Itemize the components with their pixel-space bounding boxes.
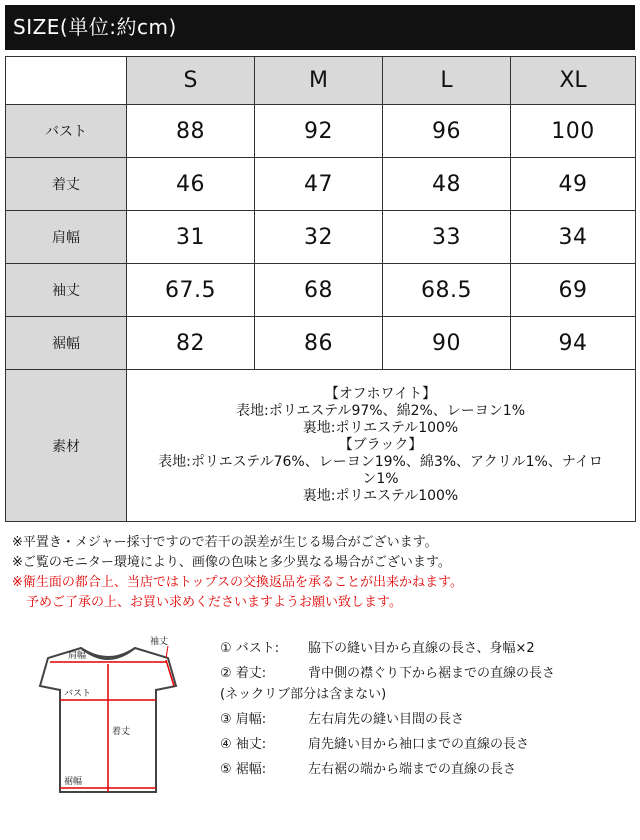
definition-label: ② 着丈:: [220, 666, 267, 681]
definition-bust: [220, 640, 630, 657]
table-cell: 67.5: [127, 264, 255, 317]
definition-label: ④ 袖丈:: [220, 737, 267, 752]
material-line: 表地:ポリエステル97%、綿2%、レーヨン1%: [236, 403, 525, 419]
notes: [12, 533, 632, 613]
table-cell: 86: [255, 317, 383, 370]
table-cell: 94: [511, 317, 636, 370]
material-cell: [127, 370, 636, 522]
size-header-l: L: [383, 57, 511, 105]
row-label: 袖丈: [6, 264, 127, 317]
material-label: 素材: [6, 370, 127, 522]
label-shoulder: 肩幅: [68, 651, 87, 661]
label-bust: バスト: [64, 689, 92, 699]
size-table: [5, 56, 636, 522]
definition-text: 背中側の襟ぐり下から裾までの直線の長さ: [308, 666, 556, 681]
table-row-shoulder: [6, 211, 636, 264]
table-cell: 100: [511, 105, 636, 158]
definition-text: 左右肩先の縫い目間の長さ: [308, 712, 465, 727]
label-sleeve: 袖丈: [150, 637, 169, 647]
material-line: ン1%: [362, 471, 399, 487]
table-cell: 90: [383, 317, 511, 370]
row-label: バスト: [6, 105, 127, 158]
table-cell: 46: [127, 158, 255, 211]
table-cell: 47: [255, 158, 383, 211]
definition-shoulder: [220, 711, 630, 728]
row-label: 裾幅: [6, 317, 127, 370]
definition-text: (ネックリブ部分は含まない): [220, 687, 387, 702]
definition-text: 肩先縫い目から袖口までの直線の長さ: [308, 737, 530, 752]
note-apology: 予めご了承の上、お買い求めくださいますようお願い致します。: [26, 595, 402, 610]
table-cell: 92: [255, 105, 383, 158]
definition-label: ③ 肩幅:: [220, 712, 267, 727]
table-cell: 68.5: [383, 264, 511, 317]
note-measurement: ※平置き・メジャー採寸ですので若干の誤差が生じる場合がございます。: [12, 535, 438, 550]
sleeve-pointer-line: [166, 646, 168, 658]
table-cell: 31: [127, 211, 255, 264]
size-title: SIZE(単位:約cm): [5, 5, 635, 50]
table-row-length: [6, 158, 636, 211]
table-row-sleeve: [6, 264, 636, 317]
definition-length: [220, 665, 630, 682]
tshirt-diagram: [18, 628, 196, 798]
row-label: 肩幅: [6, 211, 127, 264]
definition-sleeve: [220, 736, 630, 753]
table-cell: 34: [511, 211, 636, 264]
table-cell: 68: [255, 264, 383, 317]
definition-length-note: [220, 686, 630, 703]
table-row-bust: [6, 105, 636, 158]
size-header-m: M: [255, 57, 383, 105]
label-length: 着丈: [112, 727, 131, 737]
table-corner: [6, 57, 127, 105]
table-cell: 69: [511, 264, 636, 317]
table-cell: 49: [511, 158, 636, 211]
table-row-hem: [6, 317, 636, 370]
definition-label: ① バスト:: [220, 641, 280, 656]
row-label: 着丈: [6, 158, 127, 211]
table-cell: 32: [255, 211, 383, 264]
table-cell: 48: [383, 158, 511, 211]
table-cell: 33: [383, 211, 511, 264]
size-header-row: [6, 57, 636, 105]
material-line: 表地:ポリエステル76%、レーヨン19%、綿3%、アクリル1%、ナイロ: [158, 454, 603, 470]
definition-text: 脇下の縫い目から直線の長さ、身幅×2: [308, 641, 535, 656]
table-cell: 82: [127, 317, 255, 370]
label-hem: 裾幅: [64, 777, 83, 787]
definition-hem: [220, 761, 630, 778]
material-line: 【オフホワイト】: [324, 386, 437, 402]
table-row-material: [6, 370, 636, 522]
size-header-s: S: [127, 57, 255, 105]
material-line: 裏地:ポリエステル100%: [302, 488, 459, 504]
table-cell: 88: [127, 105, 255, 158]
definition-label: ⑤ 裾幅:: [220, 762, 267, 777]
note-monitor: ※ご覧のモニター環境により、画像の色味と多少異なる場合がございます。: [12, 555, 451, 570]
size-header-xl: XL: [511, 57, 636, 105]
definition-text: 左右裾の端から端までの直線の長さ: [308, 762, 517, 777]
material-line: 【ブラック】: [338, 437, 423, 453]
table-cell: 96: [383, 105, 511, 158]
note-no-return: ※衛生面の都合上、当店ではトップスの交換返品を承ることが出来かねます。: [12, 575, 463, 590]
material-line: 裏地:ポリエステル100%: [302, 420, 459, 436]
measurement-definitions: [220, 640, 630, 786]
